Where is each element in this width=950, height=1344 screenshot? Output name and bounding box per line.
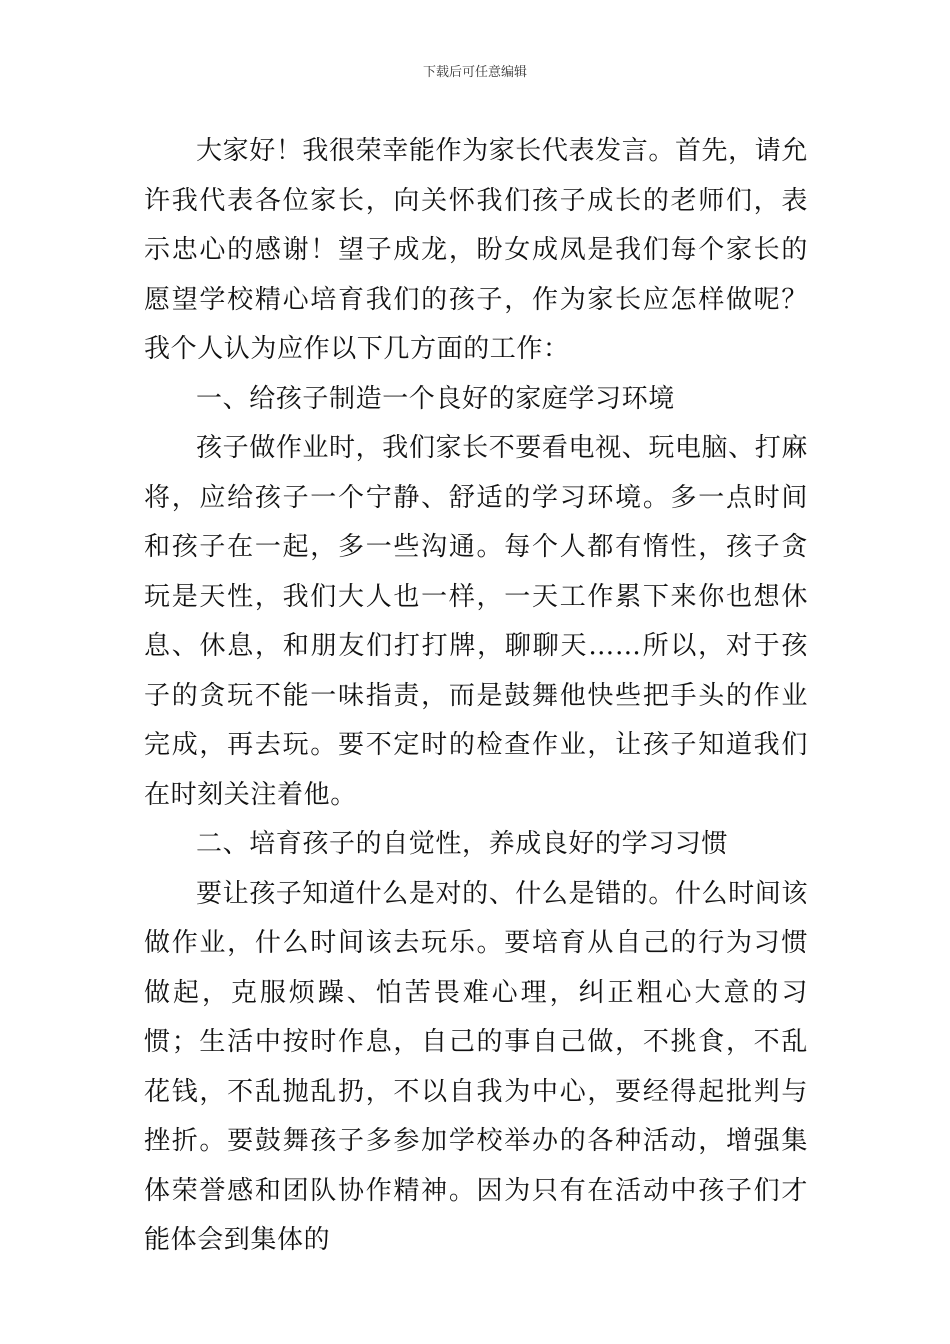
page-header: 下载后可任意编辑 bbox=[422, 65, 527, 80]
section-heading-1: 一、给孩子制造一个良好的家庭学习环境 bbox=[196, 383, 675, 414]
document-body bbox=[144, 127, 808, 1266]
paragraph-habits: 要让孩子知道什么是对的、什么是错的。什么时间该做作业，什么时间该去玩乐。要培育从自己的行为习惯做起，克服烦躁、怕苦畏难心理，纠正粗心大意的习惯；生活中按时作息，自己的事自己做，不挑食，不乱花钱，不乱抛乱扔，不以自我为中心，要经得起批判与挫折。要鼓舞孩子多参加学校举办的各种活动，增强集体荣誉感和团队协作精神。因为只有在活动中孩子们才能体会到集体的 bbox=[144, 878, 808, 1255]
paragraph-intro: 大家好！我很荣幸能作为家长代表发言。首先，请允许我代表各位家长，向关怀我们孩子成长的老师们，表示忠心的感谢！望子成龙，盼女成凤是我们每个家长的愿望学校精心培育我们的孩子，作为家长应怎样做呢？我个人认为应作以下几方面的工作： bbox=[144, 136, 808, 364]
section-heading-2: 二、培育孩子的自觉性，养成良好的学习习惯 bbox=[196, 829, 729, 859]
paragraph-environment: 孩子做作业时，我们家长不要看电视、玩电脑、打麻将，应给孩子一个宁静、舒适的学习环境。多一点时间和孩子在一起，多一些沟通。每个人都有惰性，孩子贪玩是天性，我们大人也一样，一天工作累下来你也想休息、休息，和朋友们打打牌，聊聊天……所以，对于孩子的贪玩不能一味指责，而是鼓舞他快些把手头的作业完成，再去玩。要不定时的检查作业，让孩子知道我们在时刻关注着他。 bbox=[144, 433, 808, 810]
